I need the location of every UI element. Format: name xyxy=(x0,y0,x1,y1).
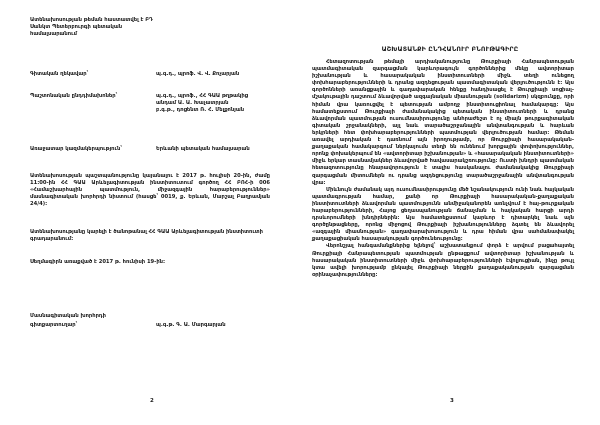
library-paragraph: Ատենախոսությանը կարելի է ծանոթանալ ՀՀ ԳԱԱ Արևելագիտության ինստիտուտի գրադարանում: xyxy=(30,229,263,243)
body-text xyxy=(312,59,574,279)
page-number-left: 2 xyxy=(150,398,154,404)
defense-paragraph: Ատենախոսության պաշտպանությունը կայանալու է 2017 թ. հուլիսի 20-ին, ժամը 11:00-ին ՀՀ ԳԱԱ Արևելագիտության ինստիտուտում գործող ՀՀ ԲՈՀ-ի 006 «Համաշխարհային պատմություն, միջազգային հարաբերություններ» մասնագիտական խորհրդի նիստում (հասցե՝ 0019, ք. Երևան, Մարշալ Բաղրամյան 24/4): xyxy=(30,173,270,208)
secretary-row xyxy=(30,322,268,329)
lead-org-label: Առաջատար կազմակերպություն՝ xyxy=(30,146,122,152)
sent-date: Սեղմագիրն առաքված է 2017 թ. հունիսի 19-ին: xyxy=(30,259,166,265)
opponent-1: պ.գ.դ., պրոֆ., ՀՀ ԳԱԱ թղթակից xyxy=(156,93,249,99)
advisor-label: Գիտական ղեկավար՝ xyxy=(30,71,89,77)
opponent-2: անդամ Ա. Ա. Խաչատրյան xyxy=(156,100,229,106)
intro-text: Ատենախոսության թեման հաստատվել է ԲԴ Սանկտ Պետերբուրգի պետական համալսարանում xyxy=(30,17,153,37)
paragraph-2: Միևնույն ժամանակ այդ ուսումնասիրությունը մեծ նշանակություն ունի նաև հայկական պատմագրության համար, քանի որ Թուրքիայի հասարակական-քաղաքական ինստիտուտների ձևավորման պատմությունն անմիջականորեն առնչվում է հայ-թուրքական հարաբերությունների, Հայոց ցեղասպանության ճանաչման և հայկական հարցի արդի դրսևորումների խնդիրներին։ Այս համատեքստում կարևոր է դիտարկել նաև այն գործընթացները, որոնց միջոցով Թուրքիայի իշխանությունները ձգտել են ձևավորել «ազգային միասնության» գաղափարախոսություն և դրա հիման վրա սահմանափակել քաղաքացիական հասարակության գործունեությունը։ xyxy=(312,186,574,243)
lead-org-value: Երևանի պետական համալսարան xyxy=(156,146,250,152)
page-number-right: 3 xyxy=(450,398,454,404)
section-title: ԱՇԽԱՏԱՆՔԻ ԸՆԴՀԱՆՈՒՐ ԲՆՈՒԹԱԳԻՐԸ xyxy=(381,46,519,53)
opponents-label: Պաշտոնական ընդդիմախոներ՝ xyxy=(30,93,118,99)
secretary-value: պ.գ.թ. Գ. Ա. Մարգարյան xyxy=(156,322,226,328)
advisor-value: պ.գ.դ., պրոֆ. Վ. Վ. Քոչարյան xyxy=(156,71,240,77)
opponents-row xyxy=(30,93,268,114)
secretary-label-2: գիտքարտուղար՝ xyxy=(30,322,78,328)
advisor-row xyxy=(30,71,268,78)
lead-org-row xyxy=(30,146,268,153)
paragraph-3: Վերոնշյալ հանգամանքներից ելնելով՝ աշխատանքում փորձ է արվում բացահայտել Թուրքիայի Հանրապետության պատմության ընթացքում ավտորիտար իշխանության և հասարակական ինստիտուտների միջև փոխհարաբերությունների էվոլյուցիան, ինչը թույլ կտա ավելի խորությամբ ընկալել Թուրքիայի ներքին քաղաքականության զարգացման օրինաչափությունները։ xyxy=(312,243,574,278)
opponent-3: բ.գ.թ., դոցենտ Ռ. Հ. Մելքոնյան xyxy=(156,107,245,113)
paragraph-1: Հետազոտության թեմայի արդիականությունը Թուրքիայի Հանրապետության պատմագիտական զարգացման կարևորագույն գործոններից մեկը ավտորիտար իշխանության և հասարակական ինստիտուտների միջև տեղի ունեցող փոխհարաբերությունների և դրանց ազդեցության պատմագիտական վերլուծությունն է։ Այս գործոնների առանցքային և գաղափարական հենքը հանդիսացել է Թուրքիայի սոցիալ-մշակութային դաշտում ձևավորված ազգայնական միասնության (solidarizm) սկզբունքը, որի հիման վրա կառուցվել է պետության ամբողջ ինստիտուցիոնալ համակարգը։ Այս համատեքստում Թուրքիայի ժամանակակից պետական ինստիտուտների և դրանց ձևավորման պատմության ուսումնասիրությունը անհրաժեշտ է ոչ միայն թուրքագիտական գիտական շրջանակների, այլ նաև տարածաշրջանային անվտանգության և հարևան երկրների հետ փոխհարաբերությունների պատմության վերլուծության համար։ Թեման առավել արդիական է դառնում այն իրողությամբ, որ Թուրքիայի հասարակական-քաղաքական համակարգում ներկայումս տեղի են ունենում խորքային փոփոխություններ, որոնք փոխակերպում են «ավտորիտար իշխանության» և «հասարակական ինստիտուտների» միջև երկար տասնամյակներ ձևավորված հավասարակշռությունը։ Ուստի խնդրի պատմական հետազոտությունը հնարավորություն է տալիս հասկանալու ժամանակակից Թուրքիայի զարգացման միտումներն ու դրանց ազդեցությունը տարածաշրջանային անվտանգության վրա։ xyxy=(312,59,574,186)
secretary-label-1: Մասնագիտական խորհրդի xyxy=(30,313,106,319)
